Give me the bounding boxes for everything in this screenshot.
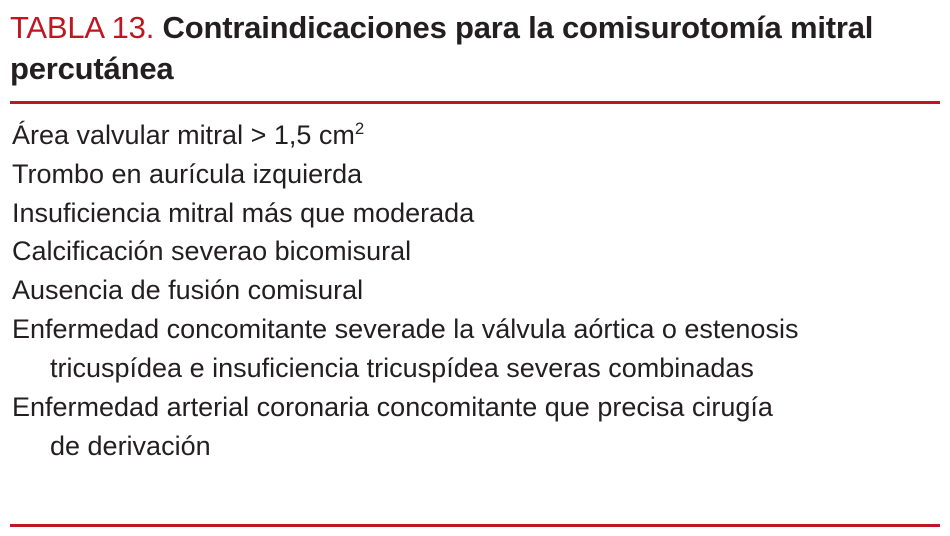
- table-row: [10, 388, 940, 466]
- row-text-continuation: tricuspídea e insuficiencia tricuspídea severas combinadas: [50, 353, 754, 384]
- table-row: [10, 310, 940, 388]
- row-text: Enfermedad concomitante severade la válvula aórtica o estenosis: [12, 314, 799, 345]
- row-text-continuation: de derivación: [50, 430, 211, 461]
- row-text: Trombo en aurícula izquierda: [12, 158, 363, 189]
- row-text: Insuficiencia mitral más que moderada: [12, 197, 475, 228]
- row-text: Ausencia de fusión comisural: [12, 275, 364, 306]
- row-text: Calcificación severao bicomisural: [12, 236, 412, 267]
- table-row: [10, 232, 940, 271]
- table-row: [10, 194, 940, 233]
- row-superscript: 2: [354, 118, 365, 138]
- table-row: [10, 116, 940, 155]
- table-caption: [10, 0, 940, 90]
- divider-bottom: [10, 524, 940, 527]
- row-text: Área valvular mitral > 1,5 cm: [12, 119, 355, 150]
- table-row: [10, 271, 940, 310]
- table-label: TABLA 13.: [10, 10, 155, 45]
- row-text: Enfermedad arterial coronaria concomitante que precisa cirugía: [12, 391, 773, 422]
- table-row: [10, 155, 940, 194]
- page-title: Contraindicaciones para la comisurotomía mitral percutánea: [10, 10, 874, 86]
- table-body: [10, 104, 940, 466]
